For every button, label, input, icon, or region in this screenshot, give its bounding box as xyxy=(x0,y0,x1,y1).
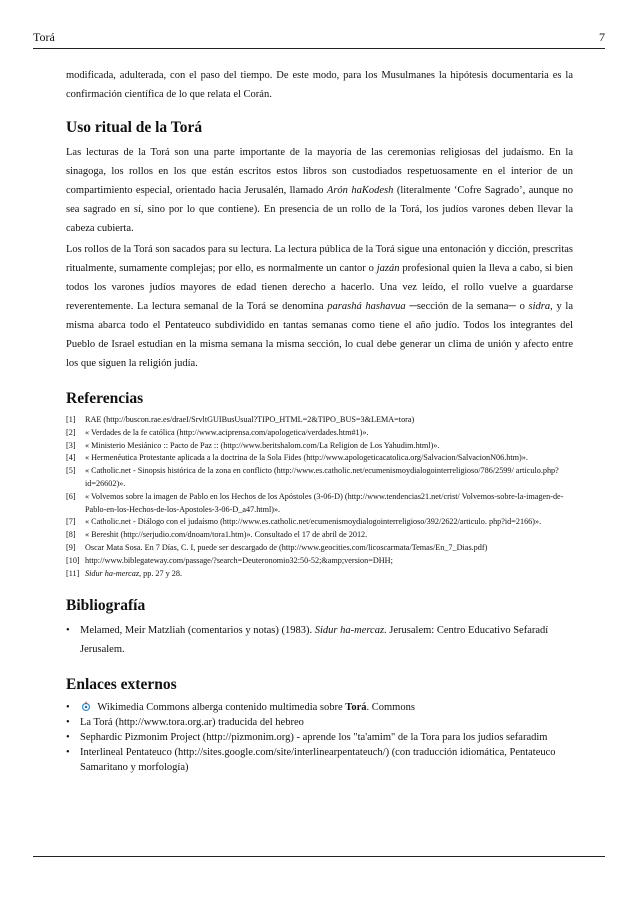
ritual-paragraph-2 xyxy=(66,240,573,373)
reference-item[interactable] xyxy=(66,440,573,453)
bibliography-item xyxy=(66,621,573,659)
references-heading: Referencias xyxy=(66,390,144,407)
external-link-text[interactable]: Sephardic Pizmonim Project (http://pizmonim.org) - aprende los "ta'amim" de la Tora para los judios sefaradim xyxy=(80,732,548,744)
reference-text[interactable]: « Catholic.net - Diálogo con el judaísmo (http://www.es.catholic.net/ecumenismoydialogointerreligioso/392/2622/articulo. php?id=2166)». xyxy=(85,517,542,527)
external-links-heading: Enlaces externos xyxy=(66,676,177,694)
reference-item[interactable] xyxy=(66,491,573,517)
reference-text[interactable]: « Hermenéutica Protestante aplicada a la doctrina de la Sola Fides (http://www.apologeticacatolica.org/Salvacion/SalvacionN06.htm)». xyxy=(85,453,528,463)
external-link-item[interactable] xyxy=(66,715,573,730)
page-header xyxy=(33,30,605,44)
reference-text[interactable]: RAE (http://buscon.rae.es/draeI/SrvltGUIBusUsual?TIPO_HTML=2&TIPO_BUS=3&LEMA=tora) xyxy=(85,415,415,424)
reference-item[interactable] xyxy=(66,555,573,568)
reference-item[interactable] xyxy=(66,414,573,427)
reference-text[interactable]: « Ministerio Mesiánico :: Pacto de Paz :: (http://www.beritshalom.com/La Religion de Los Yahudim.html)». xyxy=(85,440,440,450)
external-link-text[interactable]: Interlineal Pentateuco (http://sites.google.com/site/interlinearpentateuch/) (con traducción idiomática, Pentateuco Samaritano y morfología) xyxy=(80,747,556,774)
reference-text[interactable]: « Volvemos sobre la imagen de Pablo en los Hechos de los Apóstoles (3-06-D) (http://www.tendencias21.net/crist/ Volvemos-sobre-la-imagen-de-Pablo-en-los-Hechos-de-los-Apostoles-3-06-D_a47.html)». xyxy=(85,491,564,514)
external-link-item[interactable] xyxy=(66,700,573,715)
reference-item[interactable] xyxy=(66,516,573,529)
external-link-item[interactable] xyxy=(66,730,573,745)
reference-item[interactable] xyxy=(66,529,573,542)
reference-number: [9] xyxy=(66,542,76,552)
reference-number: [5] xyxy=(66,466,76,476)
bibliography-text-a: Melamed, Meir Matzliah (comentarios y notas) (1983). xyxy=(80,625,315,637)
external-link-text[interactable]: La Torá (http://www.tora.org.ar) traducida del hebreo xyxy=(80,717,304,729)
reference-number: [7] xyxy=(66,517,76,527)
ritual-p2-text-a: Los rollos de la Torá son sacados para su lectura. La lectura pública de la Torá sigue una entonación y dicción, prescritas ritualmente, sumamente complejas; por ello, es normalmente un cantor o xyxy=(66,244,573,274)
ritual-p2-text-c: ─sección de la semana─ o xyxy=(405,301,529,312)
sidur-title: Sidur ha-mercaz xyxy=(85,568,140,578)
references-list xyxy=(66,414,573,580)
ritual-p1-text-a: Las lecturas de la Torá son una parte importante de la mayoría de las ceremonias religiosas del judaísmo. En la sinagoga, los rollos en los que están escritos estos libros son custodiados respetuosamente en el interior de un compartimiento especial, orientado hacia Jerusalén, llamado xyxy=(66,147,573,196)
reference-item[interactable] xyxy=(66,452,573,465)
bibliography-heading: Bibliografía xyxy=(66,597,146,615)
reference-text xyxy=(85,568,573,581)
ritual-p1-text-b: (literalmente ‘Cofre Sagrado’, aunque no sea sagrado en sí, sino por lo que contiene). En presencia de un rollo de la Torá, los judíos varones deben llevar la cabeza cubierta. xyxy=(66,185,573,234)
reference-text[interactable]: Oscar Mata Sosa. En 7 Días, C. I, puede ser descargado de (http://www.geocities.com/licoscarmata/Temas/En_7_Dias.pdf) xyxy=(85,542,488,552)
bullet-icon: • xyxy=(66,747,70,759)
page-content xyxy=(66,66,573,775)
commons-text-a: Wikimedia Commons alberga contenido multimedia sobre xyxy=(95,702,346,714)
footer-rule xyxy=(33,856,605,857)
ritual-p2-text-b: profesional quien la lleva a cabo, si bien todos los varones judíos mayores de edad tienen derecho a hacerlo. Una vez leído, el rollo vuelve a guardarse reverentemente. La lectura semanal de la Torá se denomina xyxy=(66,263,573,312)
ritual-paragraph-1 xyxy=(66,143,573,238)
reference-item[interactable] xyxy=(66,465,573,491)
intro-paragraph: modificada, adulterada, con el paso del tiempo. De este modo, para los Musulmanes la hipótesis documentaria es la confirmación científica de lo que relata el Corán. xyxy=(66,70,573,100)
commons-topic[interactable]: Torá xyxy=(345,702,367,714)
parasha-term: parashá hashavua xyxy=(327,301,406,312)
reference-text[interactable]: « Bereshit (http://serjudio.com/dnoam/tora1.htm)». Consultado el 17 de abril de 2012. xyxy=(85,530,368,540)
reference-text[interactable]: http://www.biblegateway.com/passage/?search=Deuteronomio32:50-52;&amp;version=DHH; xyxy=(85,555,393,565)
page-header-title: Torá xyxy=(33,30,55,44)
aron-hakodesh-term: Arón haKodesh xyxy=(326,185,394,196)
commons-text-b[interactable]: . Commons xyxy=(366,702,415,714)
reference-text[interactable]: « Catholic.net - Sinopsis histórica de la zona en conflicto (http://www.es.catholic.net/ecumenismoydialogointerreligioso/786/2599/ articulo.php?id=26602)». xyxy=(85,466,559,488)
page-number: 7 xyxy=(599,30,605,44)
reference-number: [8] xyxy=(66,530,76,540)
header-rule xyxy=(33,48,605,49)
bullet-icon: • xyxy=(66,717,70,729)
reference-number: [11] xyxy=(66,568,80,578)
sidra-term: sidra xyxy=(528,301,551,312)
external-links-list xyxy=(66,700,573,775)
reference-text[interactable]: « Verdades de la fe católica (http://www.aciprensa.com/apologetica/verdades.htm#1)». xyxy=(85,427,369,437)
external-link-item[interactable] xyxy=(66,745,573,775)
reference-number: [3] xyxy=(66,440,76,450)
bullet-icon: • xyxy=(66,732,70,744)
reference-number: [1] xyxy=(66,415,76,424)
reference-item[interactable] xyxy=(66,542,573,555)
ritual-heading: Uso ritual de la Torá xyxy=(66,119,203,136)
reference-number: [4] xyxy=(66,453,76,463)
bullet-icon: • xyxy=(66,702,70,714)
reference-number: [6] xyxy=(66,491,76,501)
bibliography-text-b: . Jerusalem: Centro Educativo Sefaradí Jerusalem. xyxy=(80,625,549,656)
jazan-term: jazán xyxy=(376,263,400,274)
wikimedia-commons-icon[interactable] xyxy=(80,700,92,712)
bibliography-title: Sidur ha-mercaz xyxy=(314,625,385,637)
reference-item[interactable] xyxy=(66,427,573,440)
reference-number: [2] xyxy=(66,427,76,437)
reference-number: [10] xyxy=(66,555,80,565)
reference-pages: , pp. 27 y 28. xyxy=(139,568,183,578)
bullet-icon: • xyxy=(66,625,70,637)
bibliography-list xyxy=(66,621,573,659)
reference-item xyxy=(66,568,573,581)
ritual-p2-text-d: , y la misma abarca todo el Pentateuco subdividido en tantas semanas como tiene el año judío. Todos los integrantes del Pueblo de Israel estudian en la misma semana la misma sección, lo cual debe generar un clima de unión y afecto entre los que siguen la religión judía. xyxy=(66,301,573,369)
